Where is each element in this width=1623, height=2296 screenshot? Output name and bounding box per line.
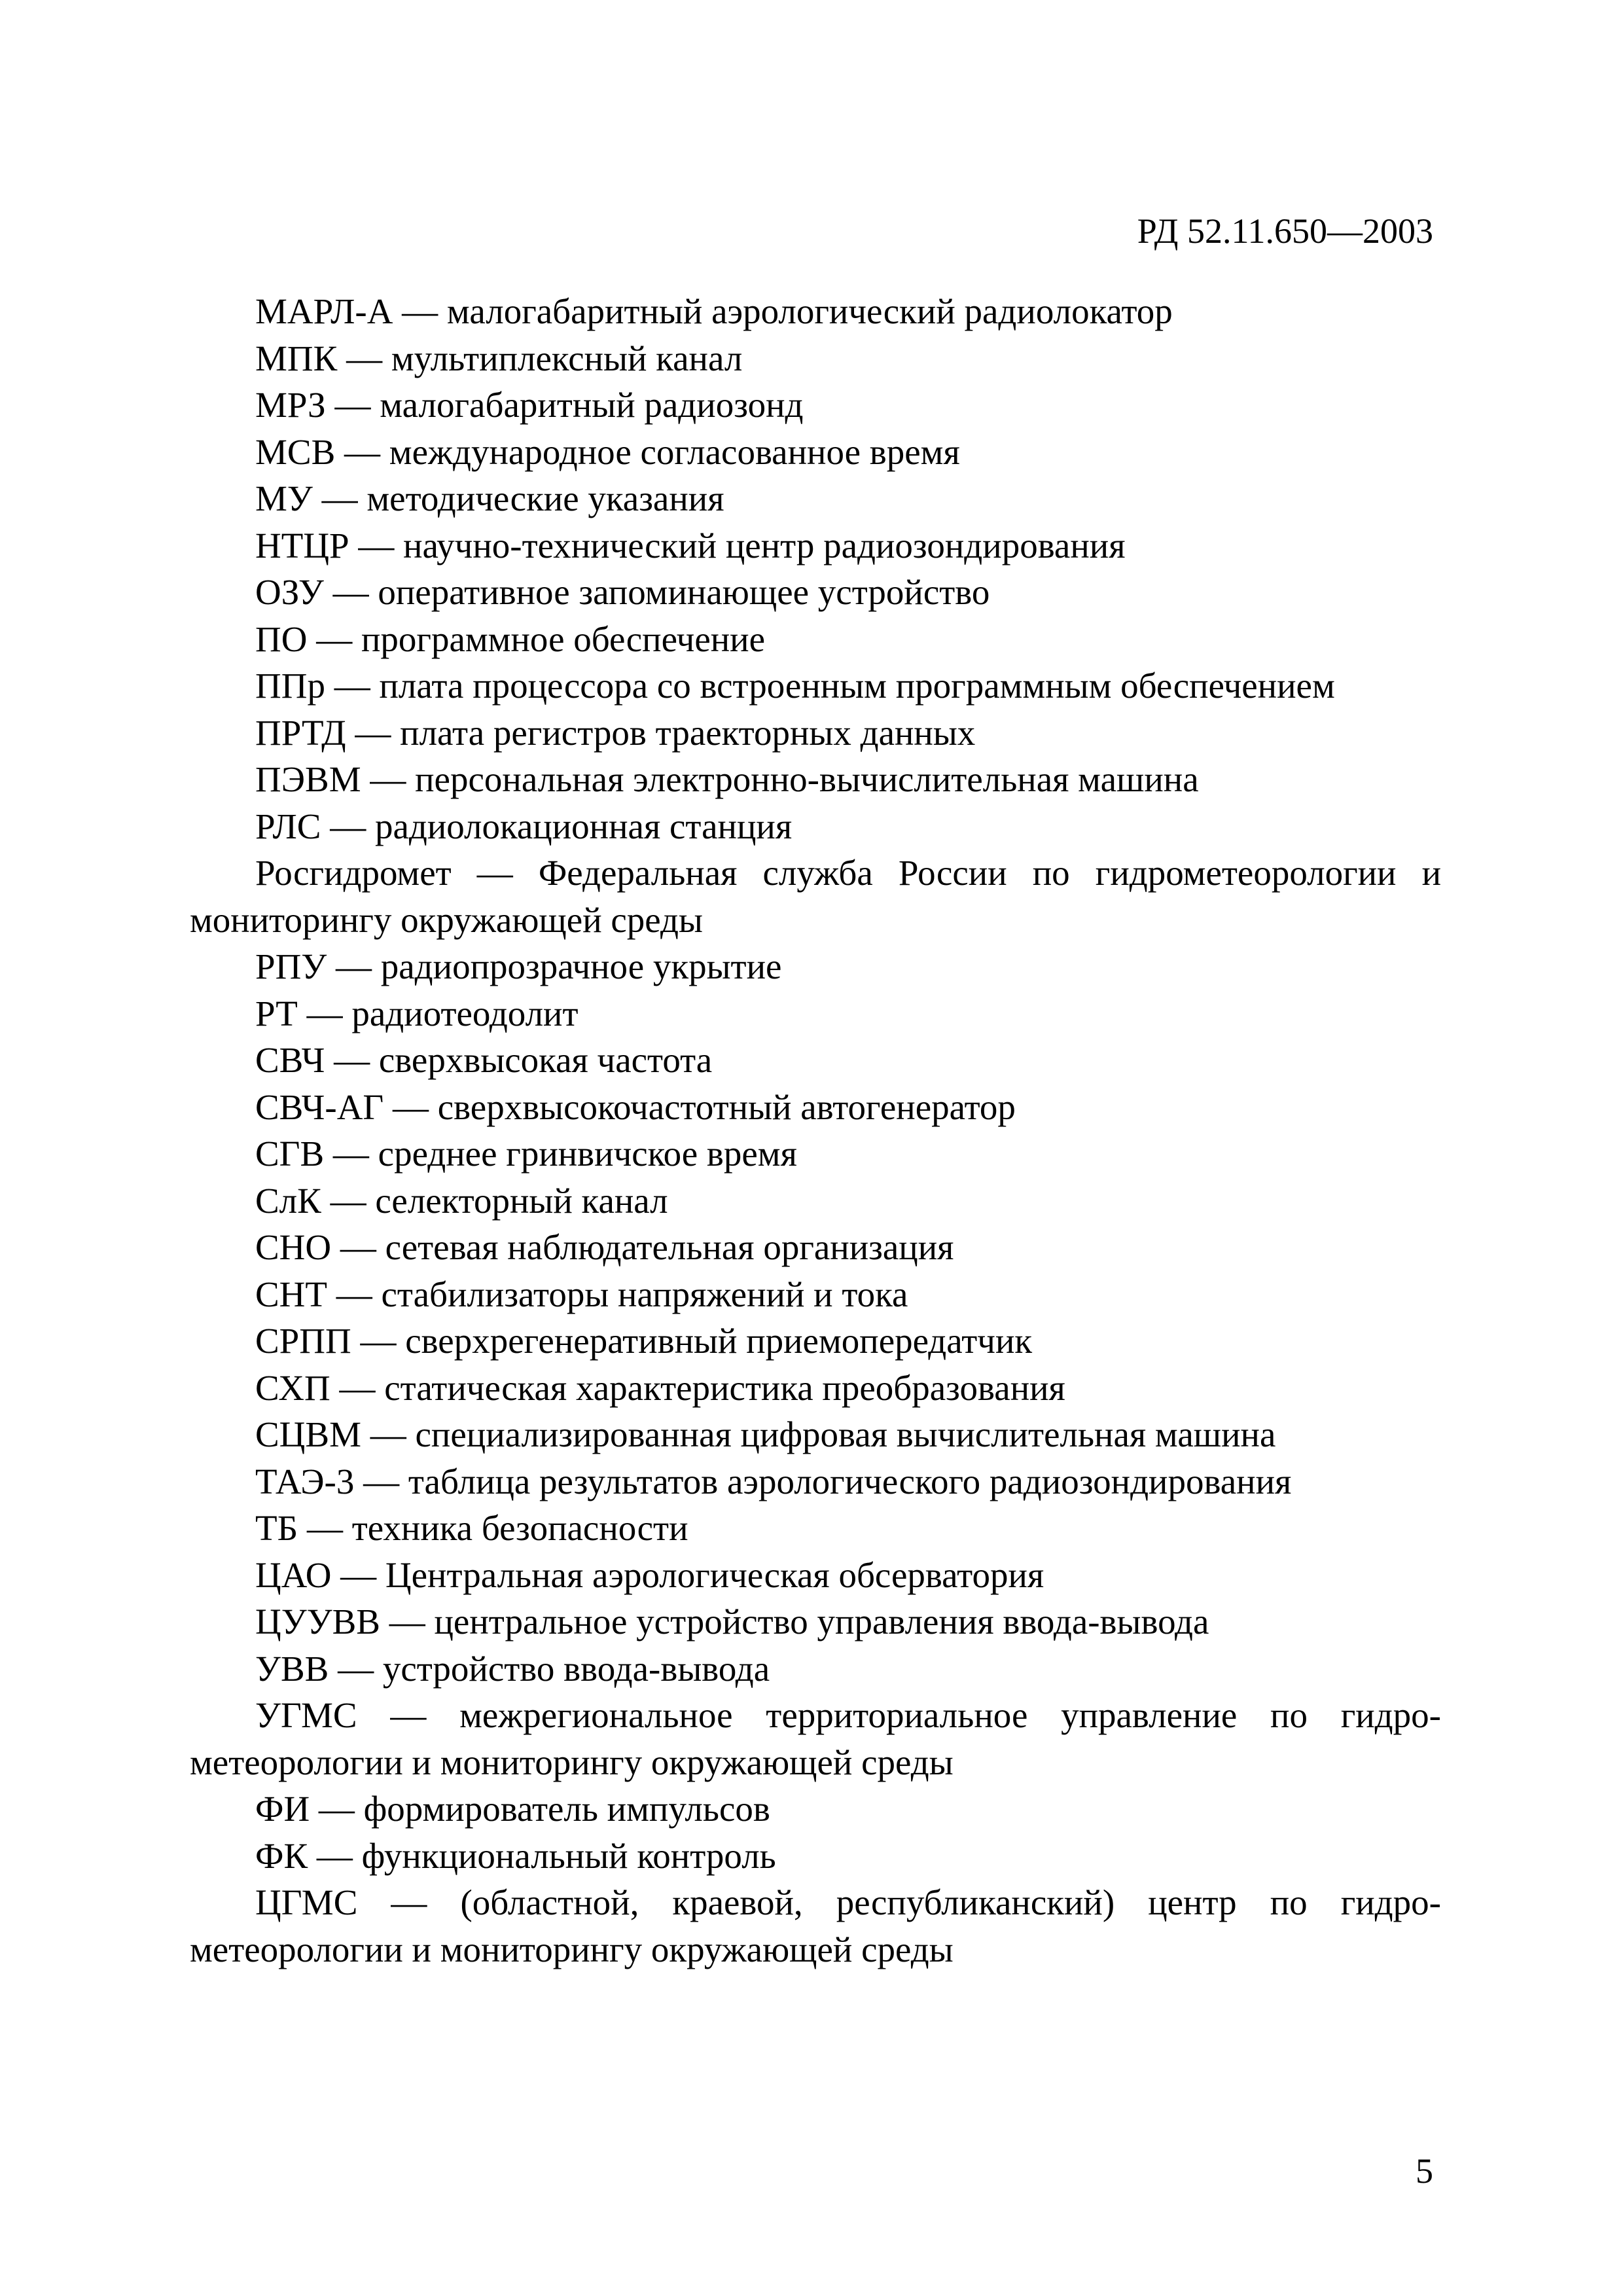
- abbreviation-definition: программное обеспечение: [361, 619, 766, 659]
- dash-separator: —: [308, 1835, 362, 1876]
- abbreviation-definition: мультиплексный канал: [391, 338, 743, 378]
- dash-separator: —: [361, 1414, 416, 1454]
- abbreviation-entry: [190, 990, 1441, 1037]
- abbreviation-entry: [190, 1879, 1441, 1973]
- abbreviation-term: СлК: [255, 1180, 321, 1221]
- abbreviation-entry: [190, 1037, 1441, 1084]
- abbreviation-term: ПО: [255, 619, 308, 659]
- abbreviation-term: Росгидромет: [255, 853, 452, 893]
- abbreviation-definition: статическая характеристика преобразования: [384, 1367, 1065, 1408]
- abbreviation-entry: [190, 1271, 1441, 1318]
- abbreviation-definition: техника безопасности: [351, 1508, 688, 1548]
- dash-separator: —: [351, 1321, 406, 1361]
- abbreviation-term: ТАЭ-3: [255, 1461, 355, 1501]
- abbreviation-definition: радиопрозрачное укрытие: [380, 946, 782, 986]
- abbreviation-entry: [190, 616, 1441, 663]
- abbreviation-term: ОЗУ: [255, 572, 324, 612]
- dash-separator: —: [327, 946, 381, 986]
- abbreviation-entry: [190, 1598, 1441, 1645]
- dash-separator: —: [321, 1180, 376, 1221]
- dash-separator: —: [337, 338, 391, 378]
- dash-separator: —: [297, 993, 352, 1033]
- abbreviation-entry: [190, 1177, 1441, 1225]
- abbreviation-term: СВЧ-АГ: [255, 1086, 384, 1127]
- abbreviation-definition: малогабаритный радиозонд: [380, 385, 804, 425]
- abbreviation-definition: малогабаритный аэрологический радиолокатор: [446, 291, 1173, 331]
- abbreviation-term: ППр: [255, 666, 325, 706]
- dash-separator: —: [310, 1789, 364, 1829]
- abbreviation-definition: селекторный канал: [375, 1180, 668, 1221]
- dash-separator: —: [331, 1227, 385, 1267]
- abbreviation-entry: [190, 1552, 1441, 1599]
- abbreviation-term: РТ: [255, 993, 298, 1033]
- page-number: 5: [1416, 2151, 1433, 2191]
- abbreviation-entry: [190, 429, 1441, 476]
- abbreviation-term: ФК: [255, 1835, 308, 1876]
- abbreviation-term: НТЦР: [255, 525, 349, 565]
- abbreviation-entry: [190, 850, 1441, 943]
- abbreviation-term: МРЗ: [255, 385, 326, 425]
- dash-separator: —: [380, 1602, 435, 1641]
- abbreviation-entry: [190, 1318, 1441, 1365]
- abbreviation-definition: центральное устройство управления ввода-вывода: [434, 1602, 1209, 1641]
- abbreviation-entry: [190, 522, 1441, 569]
- dash-separator: —: [451, 853, 539, 893]
- abbreviation-term: ПЭВМ: [255, 759, 361, 799]
- abbreviation-definition: сверхвысокая частота: [378, 1040, 713, 1080]
- document-code: РД 52.11.650—2003: [1137, 211, 1433, 251]
- abbreviation-term: СНТ: [255, 1274, 327, 1314]
- abbreviations-list: [190, 288, 1441, 1973]
- dash-separator: —: [335, 431, 389, 472]
- abbreviation-definition: таблица результатов аэрологического радиозондирования: [408, 1461, 1292, 1501]
- abbreviation-definition: плата регистров траекторных данных: [400, 712, 976, 753]
- abbreviation-entry: [190, 662, 1441, 709]
- dash-separator: —: [323, 572, 378, 612]
- dash-separator: —: [321, 806, 375, 846]
- abbreviation-definition: радиотеодолит: [351, 993, 579, 1033]
- dash-separator: —: [349, 525, 404, 565]
- abbreviation-term: МАРЛ-А: [255, 291, 393, 331]
- abbreviation-term: СГВ: [255, 1134, 325, 1174]
- abbreviation-definition: международное согласованное время: [389, 431, 960, 472]
- dash-separator: —: [324, 1134, 378, 1174]
- abbreviation-definition: персональная электронно-вычислительная машина: [415, 759, 1199, 799]
- abbreviation-definition: Федеральная служба России по гидрометеорологии и мониторингу окружающей среды: [190, 853, 1442, 940]
- abbreviation-term: СХП: [255, 1367, 330, 1408]
- abbreviation-entry: [190, 943, 1441, 990]
- abbreviation-entry: [190, 803, 1441, 850]
- dash-separator: —: [357, 1695, 460, 1735]
- abbreviation-definition: сетевая наблюдательная организация: [385, 1227, 954, 1267]
- abbreviation-term: МПК: [255, 338, 338, 378]
- abbreviation-entry: [190, 1505, 1441, 1552]
- dash-separator: —: [331, 1554, 385, 1595]
- abbreviation-term: МУ: [255, 478, 313, 518]
- abbreviation-term: ЦУУВВ: [255, 1602, 380, 1641]
- dash-separator: —: [330, 1367, 385, 1408]
- abbreviation-definition: стабилизаторы напряжений и тока: [381, 1274, 908, 1314]
- abbreviation-definition: специализированная цифровая вычислительная машина: [415, 1414, 1276, 1454]
- abbreviation-entry: [190, 475, 1441, 522]
- abbreviation-definition: межрегиональное территориальное управление по гидрометеорологии и мониторингу окружающей среды: [190, 1695, 1441, 1782]
- abbreviation-entry: [190, 1084, 1441, 1131]
- abbreviation-term: ЦАО: [255, 1554, 332, 1595]
- abbreviation-entry: [190, 1365, 1441, 1412]
- abbreviation-definition: устройство ввода-вывода: [382, 1648, 770, 1689]
- dash-separator: —: [307, 619, 361, 659]
- abbreviation-term: СВЧ: [255, 1040, 325, 1080]
- abbreviation-definition: среднее гринвичское время: [378, 1134, 797, 1174]
- abbreviation-term: ФИ: [255, 1789, 310, 1829]
- abbreviation-term: УГМС: [255, 1695, 357, 1735]
- abbreviation-term: МСВ: [255, 431, 336, 472]
- dash-separator: —: [325, 666, 380, 706]
- abbreviation-entry: [190, 1692, 1441, 1785]
- abbreviation-entry: [190, 1645, 1441, 1693]
- abbreviation-term: РПУ: [255, 946, 327, 986]
- dash-separator: —: [354, 1461, 408, 1501]
- abbreviation-definition: методические указания: [366, 478, 724, 518]
- abbreviation-entry: [190, 1411, 1441, 1458]
- dash-separator: —: [325, 1040, 379, 1080]
- abbreviation-term: ЦГМС: [255, 1882, 358, 1922]
- dash-separator: —: [329, 1648, 383, 1689]
- abbreviation-entry: [190, 709, 1441, 757]
- dash-separator: —: [357, 1882, 461, 1922]
- abbreviation-definition: (областной, краевой, республиканский) центр по гидрометеорологии и мониторингу окружающей среды: [190, 1882, 1441, 1969]
- dash-separator: —: [346, 712, 401, 753]
- abbreviation-entry: [190, 335, 1441, 382]
- abbreviation-term: РЛС: [255, 806, 321, 846]
- abbreviation-entry: [190, 569, 1441, 616]
- dash-separator: —: [327, 1274, 382, 1314]
- abbreviation-definition: формирователь импульсов: [363, 1789, 770, 1829]
- abbreviation-entry: [190, 288, 1441, 335]
- abbreviation-term: СНО: [255, 1227, 332, 1267]
- abbreviation-entry: [190, 1130, 1441, 1177]
- abbreviation-definition: Центральная аэрологическая обсерватория: [385, 1554, 1044, 1595]
- abbreviation-definition: сверхвысокочастотный автогенератор: [437, 1086, 1016, 1127]
- abbreviation-entry: [190, 1833, 1441, 1880]
- abbreviation-entry: [190, 382, 1441, 429]
- abbreviation-term: СРПП: [255, 1321, 351, 1361]
- abbreviation-entry: [190, 1785, 1441, 1833]
- dash-separator: —: [361, 759, 416, 799]
- abbreviation-term: УВВ: [255, 1648, 329, 1689]
- dash-separator: —: [298, 1508, 352, 1548]
- dash-separator: —: [312, 478, 367, 518]
- abbreviation-definition: сверхрегенеративный приемопередатчик: [405, 1321, 1033, 1361]
- abbreviation-definition: функциональный контроль: [361, 1835, 776, 1876]
- abbreviation-definition: плата процессора со встроенным программным обеспечением: [379, 666, 1335, 706]
- abbreviation-definition: оперативное запоминающее устройство: [378, 572, 990, 612]
- abbreviation-term: ПРТД: [255, 712, 346, 753]
- abbreviation-definition: научно-технический центр радиозондирования: [403, 525, 1126, 565]
- abbreviation-term: ТБ: [255, 1508, 298, 1548]
- abbreviation-term: СЦВМ: [255, 1414, 361, 1454]
- abbreviation-entry: [190, 756, 1441, 803]
- dash-separator: —: [393, 291, 447, 331]
- abbreviation-entry: [190, 1224, 1441, 1271]
- dash-separator: —: [383, 1086, 438, 1127]
- abbreviation-entry: [190, 1458, 1441, 1505]
- abbreviation-definition: радиолокационная станция: [374, 806, 793, 846]
- dash-separator: —: [325, 385, 380, 425]
